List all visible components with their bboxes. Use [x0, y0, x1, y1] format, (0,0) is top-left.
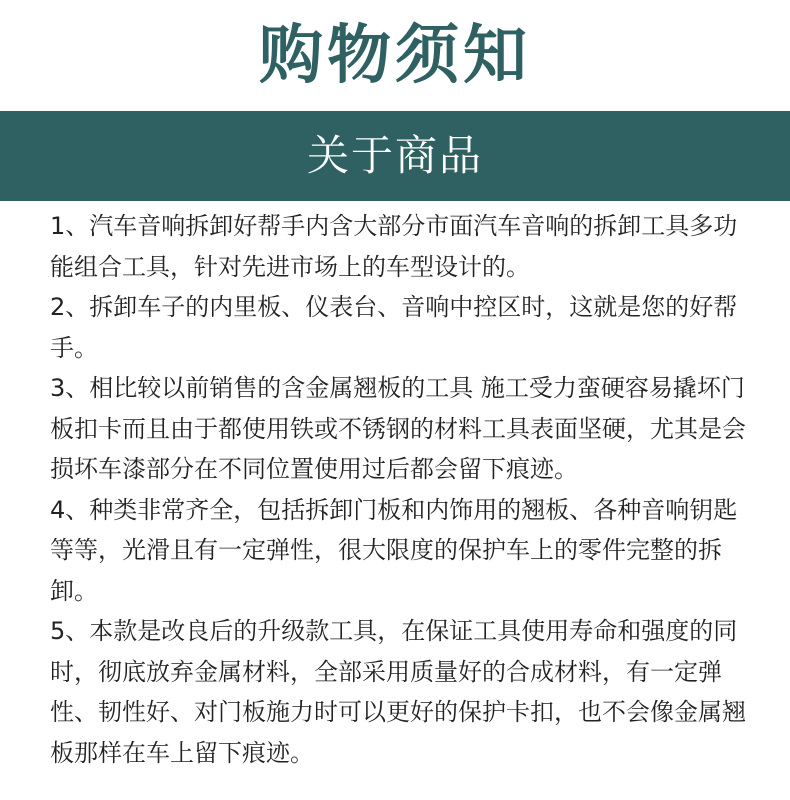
product-notes	[50, 206, 750, 773]
note-paragraph-5: 5、本款是改良后的升级款工具，在保证工具使用寿命和强度的同时，彻底放弃金属材料，全部采用质量好的合成材料，有一定弹性、韧性好、对门板施力时可以更好的保护卡扣，也不会像金属翘板那样在车上留下痕迹。	[50, 617, 746, 767]
section-title: 关于商品	[306, 131, 483, 180]
page-title: 购物须知	[259, 19, 531, 93]
note-paragraph-3: 3、相比较以前销售的含金属翘板的工具 施工受力蛮硬容易撬坏门板扣卡而且由于都使用铁或不锈钢的材料工具表面坚硬，尤其是会损坏车漆部分在不同位置使用过后都会留下痕迹。	[50, 374, 746, 483]
section-header-bar	[0, 111, 790, 201]
note-paragraph-4: 4、种类非常齐全，包括拆卸门板和内饰用的翘板、各种音响钥匙等等，光滑且有一定弹性，很大限度的保护车上的零件完整的拆卸。	[50, 495, 738, 605]
note-paragraph-1: 1、汽车音响拆卸好帮手内含大部分市面汽车音响的拆卸工具多功能组合工具，针对先进市场上的车型设计的。	[50, 212, 738, 281]
note-paragraph-2: 2、拆卸车子的内里板、仪表台、音响中控区时，这就是您的好帮手。	[50, 293, 738, 362]
